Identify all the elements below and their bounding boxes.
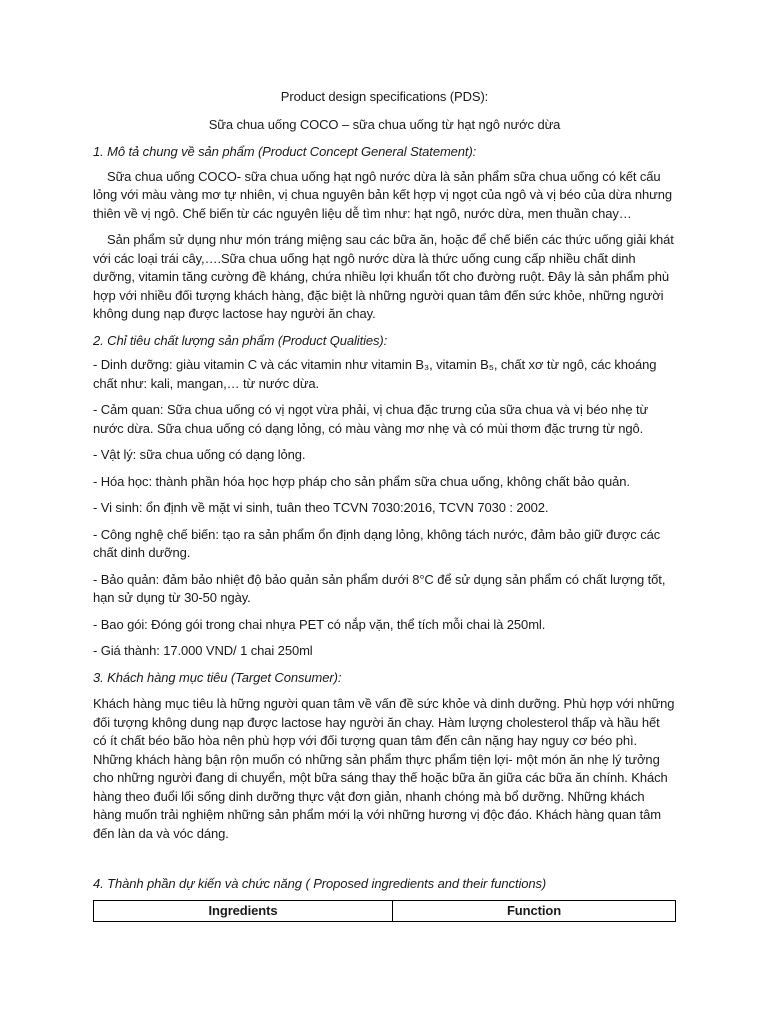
ingredients-table	[93, 900, 676, 923]
section-3-heading: 3. Khách hàng mục tiêu (Target Consumer):	[93, 669, 342, 685]
quality-item-packaging: - Bao gói: Đóng gói trong chai nhựa PET có nắp vặn, thể tích mỗi chai là 250ml.	[93, 616, 546, 632]
ingredients-column-header: Ingredients	[94, 900, 393, 922]
section-4-heading: 4. Thành phần dự kiến và chức năng ( Proposed ingredients and their functions)	[93, 876, 547, 891]
quality-item-physical: - Vật lý: sữa chua uống có dạng lỏng.	[93, 447, 306, 462]
document-title: Product design specifications (PDS):	[280, 89, 489, 104]
quality-item-nutrition: - Dinh dưỡng: giàu vitamin C và các vitamin như vitamin B₃, vitamin B₅, chất xơ từ ngô, các khoáng chất như: kali, mangan,… từ nước dừa.	[93, 357, 657, 391]
section-1-heading: 1. Mô tả chung về sản phẩm (Product Concept General Statement):	[93, 144, 477, 159]
section-3-paragraph: Khách hàng mục tiêu là hững người quan tâm về vấn đề sức khỏe và dinh dưỡng. Phù hợp với những đối tượng không dung nạp được lactose hay người ăn chay. Hàm lượng cholesterol thấp và hầu hết có ít chất béo bão hòa nên phù hợp với đối tượng quan tâm đến cân nặng hay nguy cơ béo phì. Những khách hàng bận rộn muốn có những sản phẩm thực phẩm tiện lợi- một món ăn nhẹ lý tưởng cho những người đang di chuyển, một bữa sáng thay thế hoặc bữa ăn giữa các bữa ăn chính. Khách hàng theo đuổi lối sống dinh dưỡng thực vật đơn giản, nhanh chóng mà bổ dưỡng. Những khách hàng muốn trải nghiệm những sản phẩm mới lạ với những hương vị độc đáo. Khách hàng quan tâm đến làn da và vóc dáng.	[93, 696, 675, 841]
quality-item-price: - Giá thành: 17.000 VND/ 1 chai 250ml	[93, 643, 313, 658]
function-column-header: Function	[393, 900, 676, 922]
document-subtitle: Sữa chua uống COCO – sữa chua uống từ hạt ngô nước dừa	[208, 116, 561, 132]
spacer	[93, 851, 676, 875]
quality-item-microbial: - Vi sinh: ổn định về mặt vi sinh, tuân theo TCVN 7030:2016, TCVN 7030 : 2002.	[93, 500, 549, 515]
quality-item-sensory: - Cảm quan: Sữa chua uống có vị ngọt vừa phải, vị chua đặc trưng của sữa chua và vị béo nhẹ từ nước dừa. Sữa chua uống có dạng lỏng, có màu vàng mơ nhẹ và có mùi thơm đặc trưng từ ngô.	[93, 402, 649, 436]
section-1-paragraph-1: Sữa chua uống COCO- sữa chua uống hạt ngô nước dừa là sản phẩm sữa chua uống có kết cấu lỏng với màu vàng mơ tự nhiên, vị chua nguyên bản kết hợp vị ngọt của ngô và vị béo của dừa nhưng thiên về vị ngô. Chế biến từ các nguyên liệu dễ tìm như: hạt ngô, nước dừa, men thuần chay…	[93, 168, 672, 221]
section-1-paragraph-2: Sản phẩm sử dụng như món tráng miệng sau các bữa ăn, hoặc để chế biến các thức uống giải khát với các loại trái cây,….Sữa chua uống hạt ngô nước dừa là thức uống cung cấp nhiều chất dinh dưỡng, vitamin tăng cường đề kháng, chứa nhiều lợi khuẩn tốt cho đường ruột. Đây là sản phẩm phù hợp với nhiều đối tượng khách hàng, đặc biệt là những người quan tâm đến sức khỏe, những người không dung nạp được lactose hay người ăn chay.	[93, 232, 674, 321]
quality-item-chemical: - Hóa học: thành phần hóa học hợp pháp cho sản phẩm sữa chua uống, không chất bảo quản.	[93, 473, 630, 489]
section-2-heading: 2. Chỉ tiêu chất lượng sản phẩm (Product Qualities):	[93, 332, 388, 348]
quality-item-processing: - Công nghệ chế biến: tạo ra sản phẩm ổn định dạng lỏng, không tách nước, đảm bảo giữ được các chất dinh dưỡng.	[93, 526, 661, 560]
ingredients-table-header-row	[94, 900, 676, 922]
quality-item-storage: - Bảo quản: đảm bảo nhiệt độ bảo quản sản phẩm dưới 8°C để sử dụng sản phẩm có chất lượng tốt, hạn sử dụng từ 30-50 ngày.	[93, 571, 666, 605]
